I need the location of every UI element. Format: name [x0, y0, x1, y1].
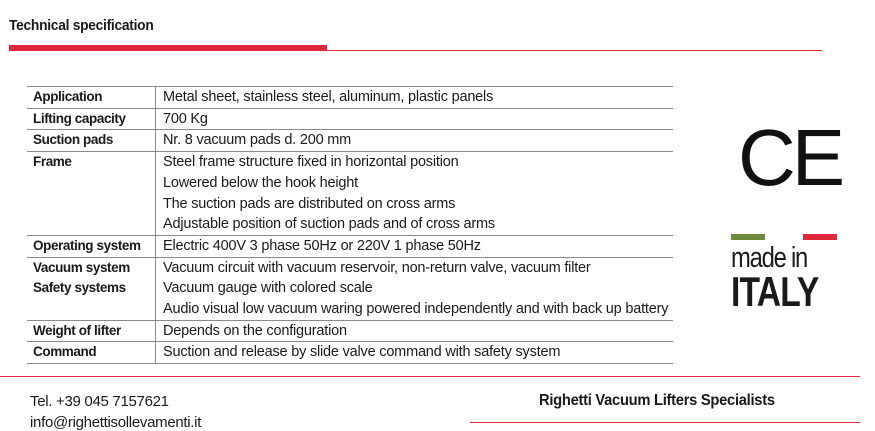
page-title: Technical specification — [9, 17, 154, 34]
spec-value: Nr. 8 vacuum pads d. 200 mm — [156, 130, 674, 152]
phone-number: Tel. +39 045 7157621 — [30, 393, 169, 410]
spec-key: Suction pads — [33, 132, 113, 148]
spec-row-operating-system — [27, 235, 673, 257]
spec-row-safety-systems — [27, 278, 673, 320]
spec-value: Electric 400V 3 phase 50Hz or 220V 1 phase 50Hz — [156, 235, 674, 257]
spec-value: 700 Kg — [156, 108, 674, 130]
italian-flag-green-stripe — [731, 234, 765, 240]
spec-key: Vacuum system — [33, 259, 130, 275]
spec-key: Command — [33, 344, 97, 360]
email-address: info@righettisollevamenti.it — [30, 414, 202, 431]
ce-mark-logo: CE — [738, 113, 842, 202]
spec-key: Safety systems — [33, 280, 126, 296]
footer-divider — [0, 376, 860, 377]
spec-value: Steel frame structure fixed in horizontal position Lowered below the hook height The suction pads are distributed on cross arms Adjustable position of suction pads and of cross arms — [156, 152, 674, 236]
heading-divider — [327, 50, 822, 51]
heading-underline-bar — [9, 45, 327, 51]
spec-row-weight-of-lifter — [27, 320, 673, 342]
footer-divider-bottom — [470, 422, 860, 423]
spec-row-application — [27, 87, 673, 109]
spec-value: Depends on the configuration — [156, 320, 674, 342]
spec-row-vacuum-system — [27, 257, 673, 278]
spec-table — [27, 86, 673, 364]
spec-row-frame — [27, 152, 673, 236]
spec-key: Weight of lifter — [33, 322, 121, 338]
spec-value: Metal sheet, stainless steel, aluminum, plastic panels — [156, 87, 674, 109]
spec-key: Operating system — [33, 237, 141, 253]
spec-key: Lifting capacity — [33, 110, 126, 126]
spec-row-command — [27, 342, 673, 364]
italian-flag-red-stripe — [803, 234, 837, 240]
company-name: Righetti Vacuum Lifters Specialists — [539, 392, 775, 409]
spec-row-lifting-capacity — [27, 108, 673, 130]
spec-key: Application — [33, 89, 103, 104]
made-in-label: made in — [731, 242, 807, 274]
spec-value: Vacuum gauge with colored scale Audio visual low vacuum waring powered independently and with back up battery — [156, 278, 674, 320]
italy-label: ITALY — [731, 268, 819, 315]
spec-value: Vacuum circuit with vacuum reservoir, non-return valve, vacuum filter — [156, 257, 674, 278]
spec-row-suction-pads — [27, 130, 673, 152]
spec-value: Suction and release by slide valve command with safety system — [156, 342, 674, 364]
spec-key: Frame — [33, 154, 72, 170]
